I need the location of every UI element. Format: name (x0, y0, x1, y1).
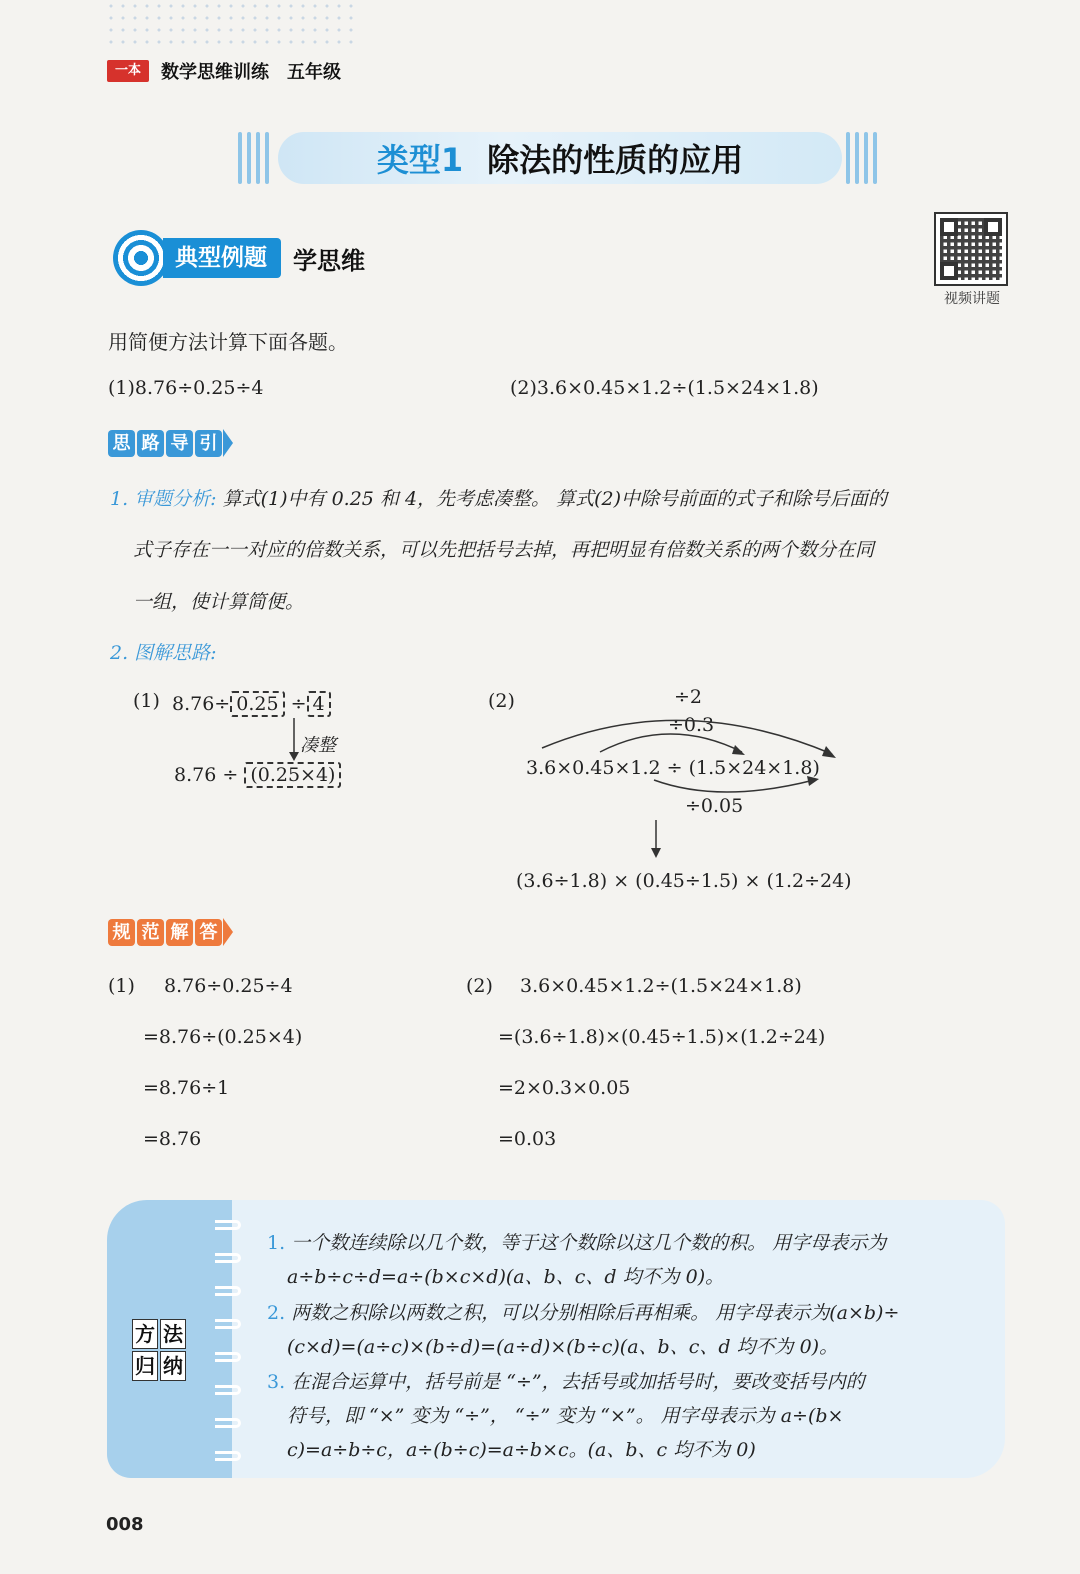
qr-corner (940, 218, 958, 236)
answer2-line1: 3.6×0.45×1.2÷(1.5×24×1.8) (520, 975, 802, 997)
tag-char: 路 (137, 430, 164, 457)
grade-label: 五年级 (287, 62, 342, 83)
tag-char: 规 (108, 919, 135, 946)
answer-tag (108, 917, 233, 947)
page-number: 008 (106, 1514, 144, 1535)
guide-p1-text: 算式(1)中有 0.25 和 4，先考虑凑整。 算式(2)中除号前面的式子和除号后面的 (222, 488, 888, 510)
guide-p1-line2: 式子存在一一对应的倍数关系，可以先把括号去掉，再把明显有倍数关系的两个数分在同 (133, 539, 875, 561)
banner-type-label: 类型1 (376, 141, 464, 179)
tag-char: 思 (108, 430, 135, 457)
tag-char: 解 (166, 919, 193, 946)
tag-char: 答 (195, 919, 222, 946)
diagram1-div: ÷ (290, 693, 307, 715)
answer1-line3: =8.76÷1 (143, 1077, 230, 1099)
diagram2-num: (2) (488, 690, 515, 712)
type-banner (238, 128, 882, 188)
answer1-line1: 8.76÷0.25÷4 (164, 975, 293, 997)
tag-arrow-icon (223, 429, 233, 457)
method-title-char: 方 (132, 1319, 158, 1349)
method-rule1-line1 (267, 1228, 886, 1255)
qr-pattern (940, 218, 1002, 280)
example-section-label: 典型例题 (163, 238, 281, 278)
target-icon (113, 230, 169, 286)
diagram1-num: (1) (133, 690, 160, 712)
tag-char: 范 (137, 919, 164, 946)
method-title (131, 1318, 187, 1382)
answer1-line4: =8.76 (143, 1128, 202, 1150)
banner-title: 除法的性质的应用 (487, 141, 744, 179)
answer1-line2: =8.76÷(0.25×4) (143, 1026, 303, 1048)
method-rule3-line3: c)=a÷b÷c，a÷(b÷c)=a÷b×c。(a、b、c 均不为 0) (287, 1439, 756, 1461)
diagram2-result: (3.6÷1.8) × (0.45÷1.5) × (1.2÷24) (516, 870, 852, 892)
method-rule1-text: 一个数连续除以几个数，等于这个数除以这几个数的积。 用字母表示为 (291, 1232, 887, 1254)
banner-body (278, 132, 842, 184)
answer2-line3: =2×0.3×0.05 (498, 1077, 631, 1099)
guide-p2-label: 2. 图解思路: (110, 642, 217, 664)
method-rule3-num: 3. (267, 1371, 286, 1393)
banner-stripes-right (846, 132, 886, 184)
book-title: 数学思维训练 (161, 62, 270, 83)
tag-char: 导 (166, 430, 193, 457)
method-rule2-line1 (267, 1298, 899, 1325)
method-rule2-text: 两数之积除以两数之积，可以分别相除后再相乘。 用字母表示为(a×b)÷ (291, 1302, 900, 1324)
diagram2-arc-bottom-label: ÷0.05 (685, 795, 744, 817)
method-rule1-line2: a÷b÷c÷d=a÷(b×c×d)(a、b、c、d 均不为 0)。 (287, 1266, 725, 1288)
guide-p1-label: 1. 审题分析: (110, 488, 217, 510)
method-title-char: 法 (160, 1319, 186, 1349)
guide-tag (108, 428, 233, 458)
method-title-char: 归 (132, 1351, 158, 1381)
tag-arrow-icon (223, 918, 233, 946)
method-rule2-line2: (c×d)=(a÷c)×(b÷d)=(a÷d)×(b÷c)(a、b、c、d 均不为 0)。 (287, 1336, 839, 1358)
guide-p1-line3: 一组，使计算简便。 (133, 591, 305, 613)
answer2-num: (2) (466, 975, 493, 997)
qr-caption: 视频讲题 (944, 291, 1000, 307)
diagram1-box1: 0.25 (230, 691, 284, 717)
diagram1-result-box: (0.25×4) (244, 762, 341, 788)
method-title-char: 纳 (160, 1351, 186, 1381)
diagram2-arc-top-label: ÷2 (674, 686, 703, 708)
answer1-num: (1) (108, 975, 135, 997)
method-rule3-line1 (267, 1367, 865, 1394)
guide-p1-line1 (110, 484, 887, 511)
qr-code-icon[interactable] (934, 212, 1008, 286)
tag-char: 引 (195, 430, 222, 457)
diagram2-down-arrow (648, 820, 664, 860)
problem-q2: (2)3.6×0.45×1.2÷(1.5×24×1.8) (510, 377, 819, 399)
diagram1-result-prefix: 8.76 ÷ (174, 764, 239, 786)
running-header (107, 58, 341, 84)
diagram1-box2: 4 (307, 691, 331, 717)
method-rule3-text: 在混合运算中，括号前是 “÷”，去括号或加括号时，要改变括号内的 (291, 1371, 865, 1393)
qr-corner (940, 262, 958, 280)
binder-rings-icon (215, 1220, 241, 1478)
method-rule2-num: 2. (267, 1302, 286, 1324)
banner-stripes-left (238, 132, 278, 184)
diagram2-expr: 3.6×0.45×1.2 ÷ (1.5×24×1.8) (526, 757, 820, 779)
diagram1-prefix: 8.76÷ (172, 693, 231, 715)
example-section-sub: 学思维 (293, 246, 365, 275)
method-rule3-line2: 符号，即 “×” 变为 “÷”， “÷” 变为 “×”。 用字母表示为 a÷(b× (287, 1405, 844, 1427)
problem-intro: 用简便方法计算下面各题。 (108, 330, 348, 354)
brand-badge: 一本 (107, 60, 149, 82)
problem-q1: (1)8.76÷0.25÷4 (108, 377, 264, 399)
qr-corner (984, 218, 1002, 236)
answer2-line4: =0.03 (498, 1128, 557, 1150)
answer2-line2: =(3.6÷1.8)×(0.45÷1.5)×(1.2÷24) (498, 1026, 826, 1048)
method-summary-box (107, 1200, 1005, 1478)
diagram1-note: 凑整 (300, 735, 336, 756)
decorative-dot-grid (105, 0, 360, 48)
diagram2-arc-mid-label: ÷0.3 (668, 714, 715, 736)
diagram1-result (174, 764, 341, 786)
example-section-header (113, 230, 365, 286)
diagram1-expr (172, 693, 331, 715)
method-rule1-num: 1. (267, 1232, 286, 1254)
